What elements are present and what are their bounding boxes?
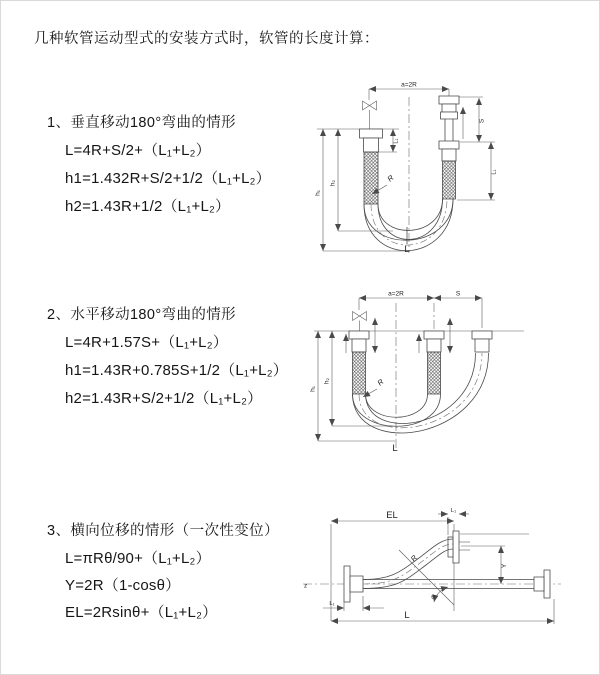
length-label: L (404, 244, 410, 255)
formula-line: h1=1.43R+0.785S+1/2（L₁+L₂） (65, 362, 288, 379)
u-bend-hose (364, 199, 453, 251)
dim-label-s: S (455, 290, 461, 298)
section-2-heading: 2、水平移动180°弯曲的情形 (47, 307, 237, 323)
page-title: 几种软管运动型式的安装方式时，软管的长度计算： (34, 31, 379, 47)
formula-line: h2=1.43R+1/2（L₁+L₂） (65, 198, 231, 215)
angle-label: θ (431, 594, 435, 601)
dim-label-a2r: a=2R (401, 81, 417, 89)
radius-label: R (408, 553, 420, 564)
dim-label-y: Y (501, 563, 508, 569)
formula-line: h1=1.432R+S/2+1/2（L₁+L₂） (65, 170, 271, 187)
dim-label-s: S (478, 118, 486, 124)
dim-label-l1-right: L₁ (491, 169, 498, 175)
upper-flange (448, 531, 470, 563)
formula-line: L=4R+S/2+（L₁+L₂） (65, 142, 211, 159)
dim-label-h1: h₁ (314, 190, 322, 196)
dim-label-h2: h₂ (323, 377, 331, 385)
formula-line: Y=2R（1-cosθ） (65, 577, 181, 594)
section-3-heading: 3、横向位移的情形（一次性变位） (47, 523, 279, 539)
u-bend-hose (353, 353, 489, 433)
dim-label-a2r: a=2R (388, 290, 404, 298)
middle-fitting (424, 331, 444, 394)
right-fitting (472, 331, 492, 352)
formula-line: h2=1.43R+S/2+1/2（L₁+L₂） (65, 390, 263, 407)
length-label: L (392, 443, 398, 454)
dim-label-h1: h₁ (309, 386, 317, 392)
left-fitting (360, 129, 383, 204)
length-label: L (404, 610, 410, 621)
dim-label-el: EL (386, 510, 398, 521)
section-1-heading: 1、垂直移动180°弯曲的情形 (47, 115, 237, 131)
diagram-lateral-displacement (297, 504, 600, 654)
diagram-horizontal-180-bend (307, 284, 529, 456)
right-flange (534, 570, 550, 598)
dim-label-l1-left: L₁ (329, 601, 335, 607)
formula-line: EL=2Rsinθ+（L₁+L₂） (65, 604, 218, 621)
radius-label: R (375, 377, 386, 388)
diagram-vertical-180-bend (309, 77, 524, 257)
left-fitting (349, 331, 369, 394)
dim-label-h2: h₂ (329, 179, 337, 187)
dim-label-l1-top: L₁ (450, 508, 457, 514)
left-flange (344, 566, 363, 602)
right-fitting (439, 96, 483, 199)
s-curve-hose (363, 539, 453, 589)
formula-line: L=πRθ/90+（L₁+L₂） (65, 550, 211, 567)
radius-label: R (385, 173, 396, 184)
break-mark: z (304, 582, 308, 590)
dim-label-l1-left: L₁ (393, 138, 400, 144)
valve-icon (353, 312, 367, 332)
formula-line: L=4R+1.57S+（L₁+L₂） (65, 334, 228, 351)
valve-icon (363, 101, 377, 129)
